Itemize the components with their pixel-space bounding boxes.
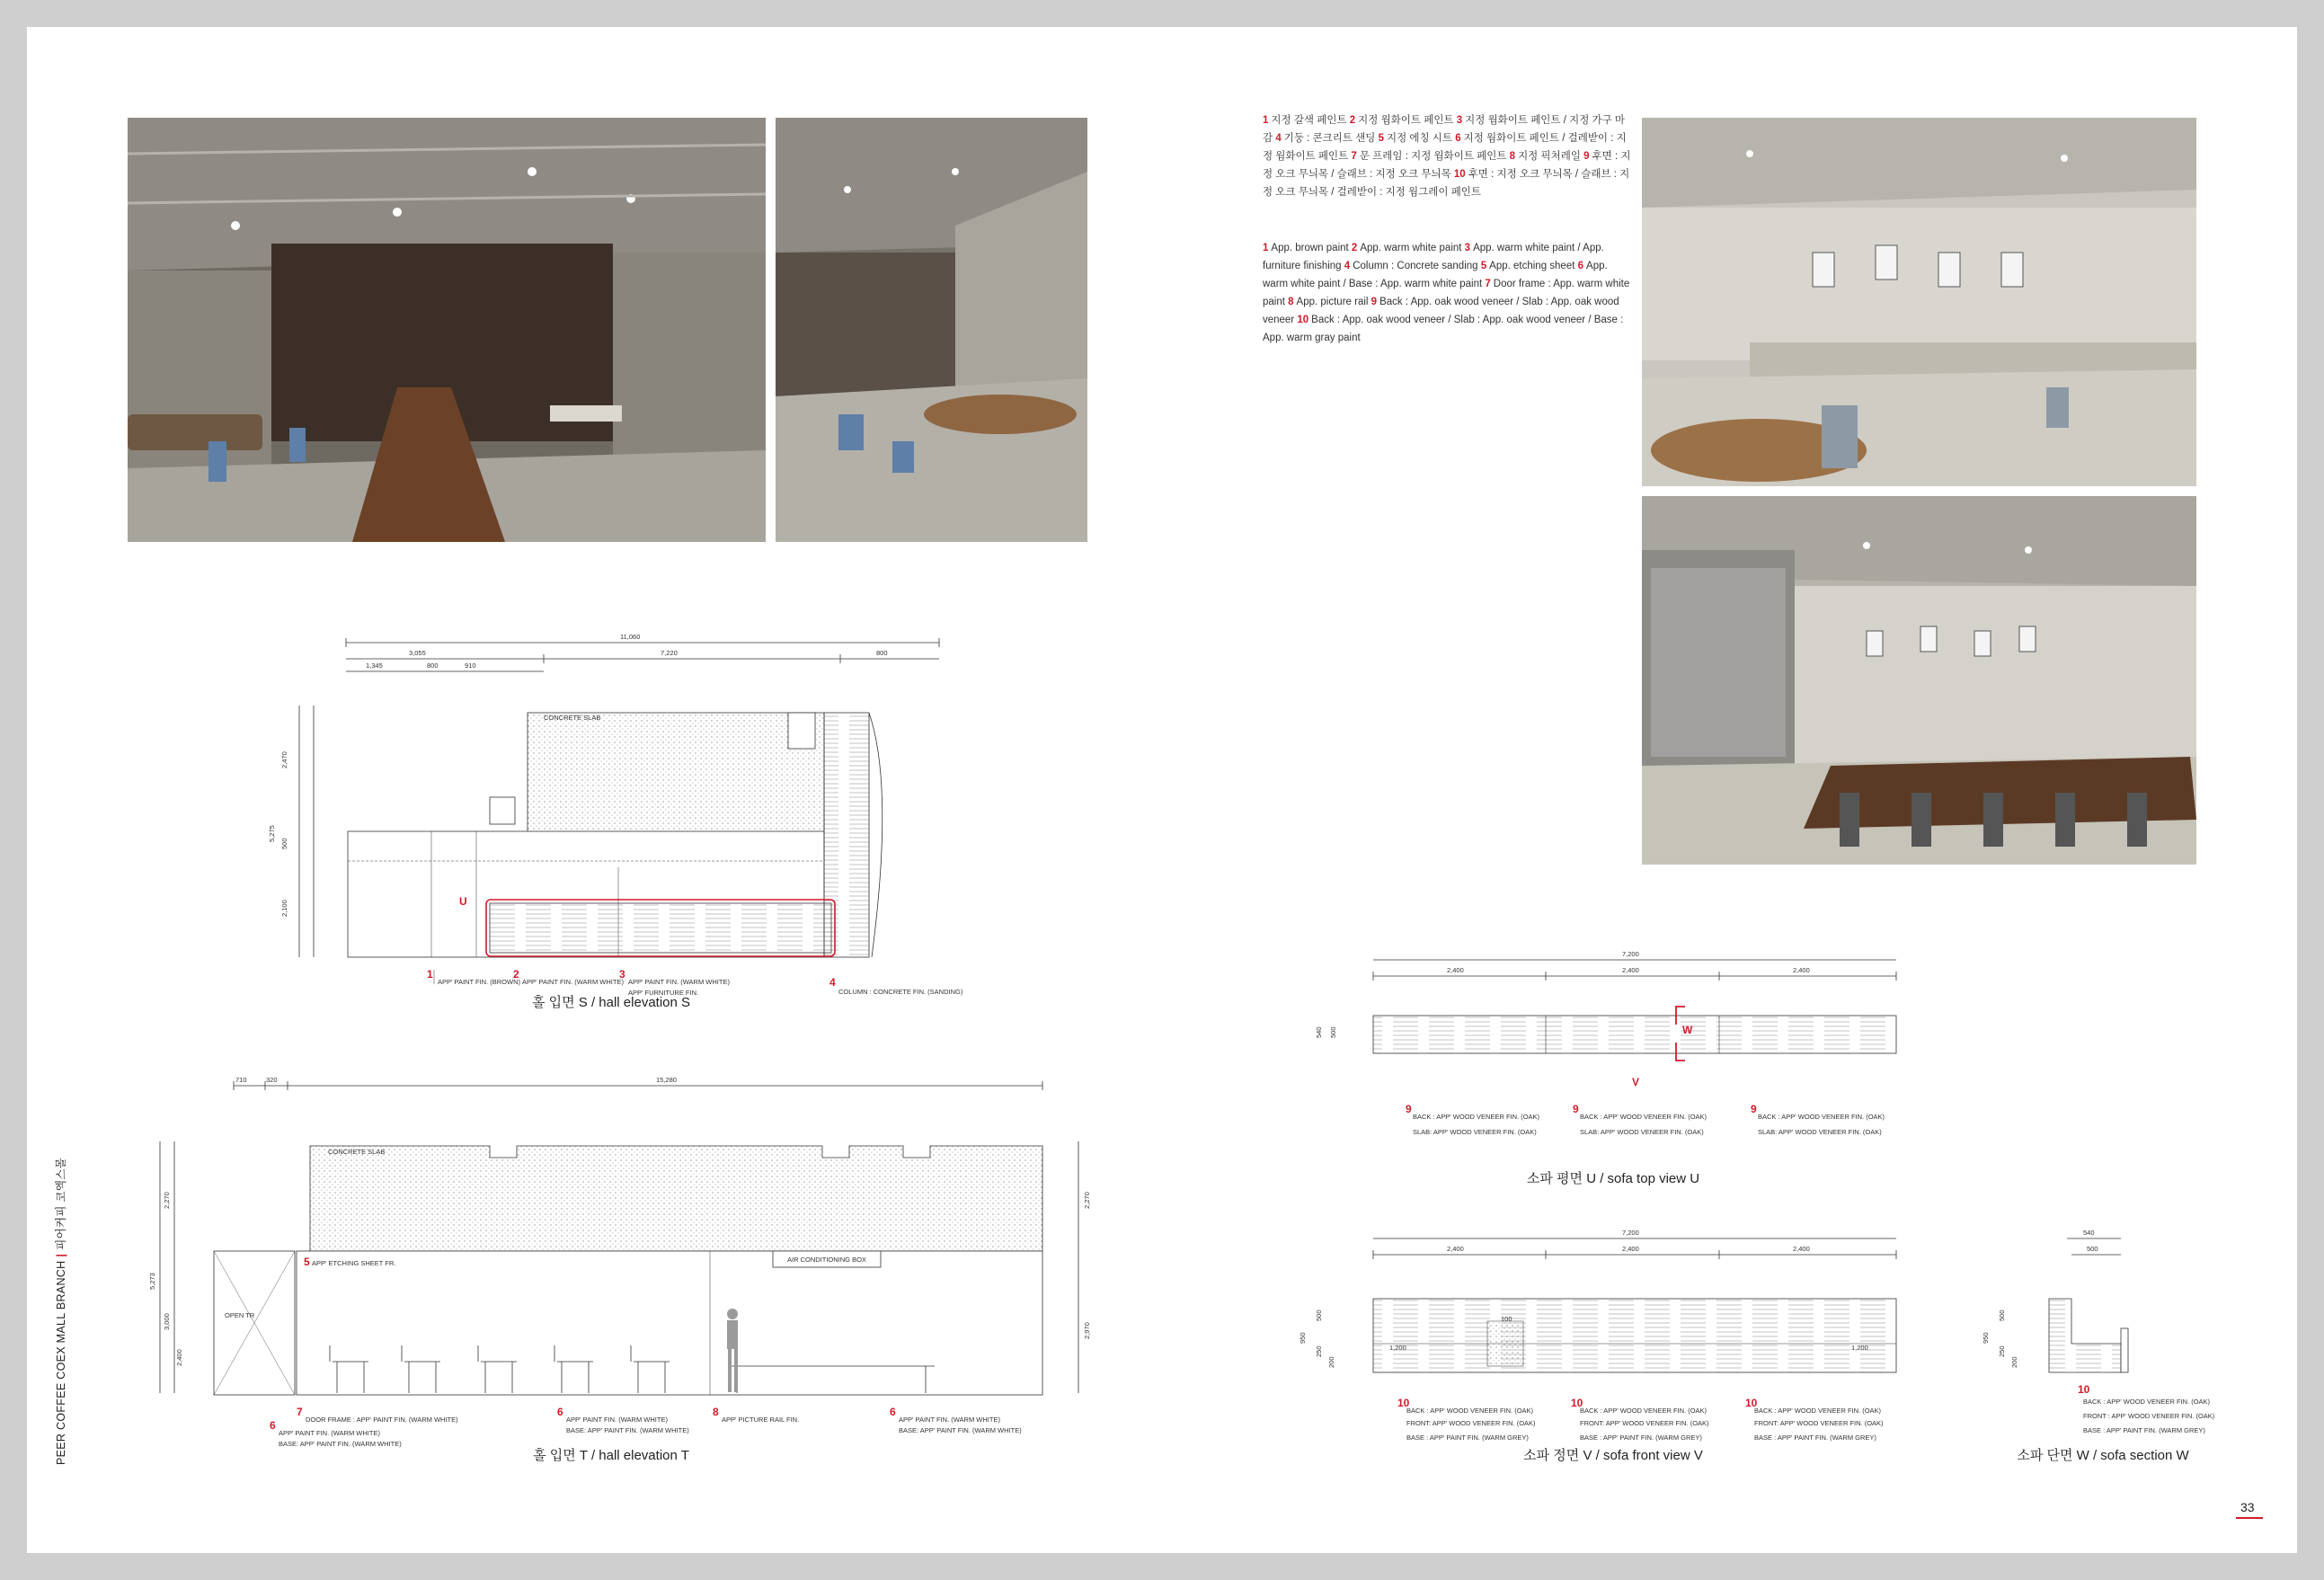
callout-v-front-1: FRONT: APP' WOOD VENEER FIN. (OAK) — [1406, 1419, 1536, 1427]
caption-hall-elevation-s: 홀 입면 S / hall elevation S — [531, 995, 691, 1010]
dim-u-left-b: 500 — [1329, 1026, 1337, 1038]
dim-v-left-b: 500 — [1315, 1309, 1323, 1321]
callout-u-num-1: 9 — [1406, 1103, 1412, 1115]
slab-label-t: CONCRETE SLAB — [328, 1148, 386, 1156]
dim-s-b: 7,220 — [661, 649, 678, 657]
dim-u-a: 2,400 — [1447, 966, 1464, 974]
slab-label-s: CONCRETE SLAB — [544, 714, 601, 722]
note-ko-num: 3 — [1456, 115, 1463, 126]
note-ko-text: 지정 픽처레일 — [1518, 151, 1581, 162]
callout-s-3b: APP' FURNITURE FIN. — [628, 989, 699, 997]
callout-v-num-3: 10 — [1745, 1397, 1758, 1409]
note-en-num: 1 — [1263, 243, 1269, 253]
dim-u-c: 2,400 — [1793, 966, 1810, 974]
side-brand-label — [52, 1158, 68, 1465]
callout-w-front: FRONT : APP' WOOD VENEER FIN. (OAK) — [2083, 1412, 2215, 1420]
note-ko-num: 1 — [1263, 115, 1269, 126]
drawing-hall-elevation-s — [268, 607, 963, 1007]
dim-s-left-a: 2,470 — [280, 751, 288, 768]
note-ko-num: 7 — [1351, 151, 1357, 162]
callout-s-3: APP' PAINT FIN. (WARM WHITE) — [628, 978, 730, 986]
callout-t-6c: APP' PAINT FIN. (WARM WHITE) — [566, 1416, 668, 1424]
marker-u: U — [459, 895, 467, 908]
callout-num-4: 4 — [829, 976, 836, 989]
dim-w-b: 500 — [2087, 1245, 2098, 1253]
caption-hall-elevation-t: 홀 입면 T / hall elevation T — [533, 1448, 689, 1463]
note-ko-num: 10 — [1453, 169, 1466, 180]
note-ko-num: 6 — [1455, 133, 1461, 144]
dim-s-d: 1,345 — [366, 661, 383, 670]
callout-t-num-7: 7 — [297, 1406, 303, 1418]
dim-t-left-d: 2,400 — [175, 1349, 183, 1366]
dim-w-left-a: 950 — [1982, 1332, 1990, 1344]
callout-w-back: BACK : APP' WOOD VENEER FIN. (OAK) — [2083, 1398, 2211, 1406]
caption-sofa-top-view-u: 소파 평면 U / sofa top view U — [1526, 1171, 1700, 1186]
callout-w-base: BASE : APP' PAINT FIN. (WARM GREY) — [2083, 1426, 2205, 1434]
callout-u-back-1: BACK : APP' WOOD VENEER FIN. (OAK) — [1413, 1113, 1540, 1121]
dim-v-b: 2,400 — [1622, 1245, 1639, 1253]
note-en-text: App. warm white paint / App. furniture finishing — [1263, 243, 1604, 271]
dim-w-left-d: 200 — [2010, 1356, 2018, 1368]
dim-v-inner-a: 100 — [1501, 1315, 1512, 1323]
note-ko-num: 9 — [1583, 151, 1590, 162]
dim-t-c: 15,280 — [656, 1076, 677, 1084]
callout-v-num-1: 10 — [1397, 1397, 1410, 1409]
callout-u-num-3: 9 — [1751, 1103, 1757, 1115]
dim-s-f: 910 — [465, 661, 476, 670]
callout-num-2: 2 — [513, 968, 519, 981]
photo-hall-wide — [128, 118, 766, 542]
callout-num-1: 1 — [427, 968, 433, 981]
callout-t-8: APP' PICTURE RAIL FIN. — [722, 1416, 800, 1424]
dim-t-a: 710 — [235, 1076, 247, 1084]
callout-v-base-3: BASE : APP' PAINT FIN. (WARM GREY) — [1754, 1434, 1876, 1442]
dim-t-left-b: 5,273 — [148, 1273, 156, 1290]
dim-u-total: 7,200 — [1622, 950, 1639, 958]
dim-v-left-d: 200 — [1327, 1356, 1335, 1368]
callout-u-slab-3: SLAB: APP' WOOD VENEER FIN. (OAK) — [1758, 1128, 1882, 1136]
dim-u-b: 2,400 — [1622, 966, 1639, 974]
dim-t-b: 320 — [266, 1076, 278, 1084]
callout-u-slab-2: SLAB: APP' WOOD VENEER FIN. (OAK) — [1580, 1128, 1704, 1136]
note-en-text: App. brown paint — [1271, 243, 1349, 253]
note-en-text: App. etching sheet — [1489, 261, 1575, 271]
callout-u-back-3: BACK : APP' WOOD VENEER FIN. (OAK) — [1758, 1113, 1885, 1121]
note-ko-text: 후면 : 지정 오크 무늬목 / 슬래브 : 지정 오크 무늬목 / 걸레받이 : 지정 웜그레이 페인트 — [1263, 169, 1630, 198]
brand-separator: | — [55, 1253, 67, 1257]
material-notes-korean — [1263, 111, 1631, 201]
photo-hall-side — [776, 118, 1087, 542]
dim-s-left-d: 2,100 — [280, 900, 288, 917]
dim-v-c: 2,400 — [1793, 1245, 1810, 1253]
note-en-num: 2 — [1351, 243, 1358, 253]
callout-w-num: 10 — [2078, 1383, 2090, 1396]
dim-v-inner-b: 1,200 — [1389, 1344, 1406, 1352]
callout-t-num-5: 5 — [304, 1256, 310, 1268]
note-en-text: App. warm white paint / Base : App. warm white paint — [1263, 261, 1608, 289]
dim-s-c: 800 — [876, 649, 888, 657]
callout-t-num-8: 8 — [713, 1406, 719, 1418]
note-ko-text: 후면 : 지정 오크 무늬목 / 슬래브 : 지정 오크 무늬목 — [1263, 151, 1631, 180]
callout-s-2: APP' PAINT FIN. (WARM WHITE) — [522, 978, 624, 986]
dim-t-left-c: 3,000 — [163, 1313, 171, 1330]
photo-hall-long-table — [1642, 496, 2196, 865]
note-en-num: 4 — [1344, 261, 1351, 271]
note-ko-num: 2 — [1349, 115, 1356, 126]
callout-v-back-3: BACK : APP' WOOD VENEER FIN. (OAK) — [1754, 1407, 1882, 1415]
dim-s-left-c: 500 — [280, 838, 288, 849]
note-en-num: 8 — [1288, 297, 1294, 307]
note-en-text: App. warm white paint — [1360, 243, 1462, 253]
callout-t-5: APP' ETCHING SHEET FR. — [312, 1259, 396, 1267]
dim-v-left-a: 950 — [1299, 1332, 1307, 1344]
dim-v-a: 2,400 — [1447, 1245, 1464, 1253]
note-en-num: 3 — [1464, 243, 1471, 253]
drawing-sofa-front-view-v — [1285, 1222, 1932, 1456]
callout-t-6: APP' PAINT FIN. (WARM WHITE) — [279, 1429, 380, 1437]
brand-name-korean: 피어커피 코엑스몰 — [55, 1157, 67, 1250]
dim-s-left-b: 5,275 — [268, 825, 276, 842]
dim-t-right-b: 2,970 — [1083, 1322, 1091, 1339]
note-en-text: Door frame : App. warm white paint — [1263, 279, 1630, 307]
dim-w-a: 540 — [2083, 1229, 2095, 1237]
dim-v-left-c: 250 — [1315, 1345, 1323, 1357]
note-en-num: 9 — [1370, 297, 1378, 307]
callout-num-3: 3 — [619, 968, 625, 981]
material-notes-english — [1263, 239, 1631, 347]
dim-v-inner-c: 1,200 — [1851, 1344, 1868, 1352]
dim-t-left-a: 2,270 — [163, 1192, 171, 1209]
page-number: 33 — [2240, 1500, 2255, 1514]
note-en-num: 10 — [1297, 315, 1309, 325]
callout-t-6f: BASE: APP' PAINT FIN. (WARM WHITE) — [899, 1426, 1022, 1434]
marker-v: V — [1632, 1076, 1640, 1088]
callout-t-num-6c: 6 — [557, 1406, 563, 1418]
callout-t-6e: APP' PAINT FIN. (WARM WHITE) — [899, 1416, 1000, 1424]
note-ko-text: 지정 웜화이트 페인트 / 걸레받이 : 지정 웜화이트 페인트 — [1263, 133, 1627, 162]
dim-s-total: 11,060 — [620, 633, 641, 641]
note-ko-text: 지정 에칭 시트 — [1386, 133, 1453, 144]
note-ko-text: 기둥 : 콘크리트 샌딩 — [1283, 133, 1376, 144]
brand-name: PEER COFFEE COEX MALL BRANCH — [55, 1260, 67, 1465]
callout-u-slab-1: SLAB: APP' WOOD VENEER FIN. (OAK) — [1413, 1128, 1537, 1136]
note-ko-num: 8 — [1509, 151, 1516, 162]
drawing-hall-elevation-t — [135, 1052, 1105, 1460]
dim-w-left-b: 500 — [1998, 1309, 2006, 1321]
page-number-underline — [2236, 1517, 2263, 1519]
callout-t-num-6e: 6 — [890, 1406, 896, 1418]
callout-t-6b: BASE: APP' PAINT FIN. (WARM WHITE) — [279, 1440, 402, 1448]
callout-u-num-2: 9 — [1573, 1103, 1579, 1115]
note-en-text: App. picture rail — [1296, 297, 1369, 307]
photo-sofa-wall — [1642, 118, 2196, 486]
dim-u-left-a: 540 — [1315, 1026, 1323, 1038]
note-en-text: Back : App. oak wood veneer / Slab : App. oak wood veneer / Base : App. warm gray paint — [1263, 315, 1624, 343]
note-ko-text: 지정 웜화이트 페인트 — [1358, 115, 1454, 126]
open-label: OPEN TR — [225, 1311, 255, 1319]
callout-s-1: APP' PAINT FIN. (BROWN) — [438, 978, 520, 986]
note-ko-text: 지정 갈색 페인트 — [1271, 115, 1347, 126]
aircon-box-label: AIR CONDITIONING BOX — [787, 1256, 866, 1264]
drawing-sofa-section-w — [1968, 1222, 2238, 1456]
magazine-spread — [27, 27, 2297, 1553]
callout-v-back-2: BACK : APP' WOOD VENEER FIN. (OAK) — [1580, 1407, 1708, 1415]
note-ko-text: 지정 웜화이트 페인트 / 지정 가구 마감 — [1263, 115, 1626, 144]
callout-s-4: COLUMN : CONCRETE FIN. (SANDING) — [838, 988, 963, 996]
callout-v-base-2: BASE : APP' PAINT FIN. (WARM GREY) — [1580, 1434, 1702, 1442]
note-en-num: 6 — [1577, 261, 1584, 271]
callout-v-num-2: 10 — [1571, 1397, 1583, 1409]
drawing-sofa-top-view-u — [1285, 944, 1932, 1150]
dim-t-right-a: 2,270 — [1083, 1192, 1091, 1209]
note-ko-num: 5 — [1378, 133, 1384, 144]
callout-v-front-2: FRONT: APP' WOOD VENEER FIN. (OAK) — [1580, 1419, 1709, 1427]
note-ko-text: 문 프레임 : 지정 웜화이트 페인트 — [1359, 151, 1507, 162]
callout-t-7: DOOR FRAME : APP' PAINT FIN. (WARM WHITE) — [306, 1416, 458, 1424]
caption-sofa-front-view-v: 소파 정면 V / sofa front view V — [1523, 1448, 1703, 1463]
dim-s-a: 3,055 — [409, 649, 426, 657]
note-en-num: 5 — [1480, 261, 1487, 271]
caption-sofa-section-w: 소파 단면 W / sofa section W — [2017, 1448, 2189, 1463]
marker-w: W — [1682, 1024, 1693, 1036]
note-en-text: Column : Concrete sanding — [1353, 261, 1478, 271]
callout-v-base-1: BASE : APP' PAINT FIN. (WARM GREY) — [1406, 1434, 1529, 1442]
note-ko-num: 4 — [1275, 133, 1282, 144]
callout-u-back-2: BACK : APP' WOOD VENEER FIN. (OAK) — [1580, 1113, 1708, 1121]
dim-w-left-c: 250 — [1998, 1345, 2006, 1357]
callout-t-num-6: 6 — [270, 1419, 276, 1432]
callout-t-6d: BASE: APP' PAINT FIN. (WARM WHITE) — [566, 1426, 689, 1434]
callout-v-back-1: BACK : APP' WOOD VENEER FIN. (OAK) — [1406, 1407, 1534, 1415]
note-en-num: 7 — [1485, 279, 1491, 289]
dim-s-e: 800 — [427, 661, 439, 670]
note-en-text: Back : App. oak wood veneer / Slab : App. oak wood veneer — [1263, 297, 1619, 325]
callout-v-front-3: FRONT: APP' WOOD VENEER FIN. (OAK) — [1754, 1419, 1884, 1427]
dim-v-total: 7,200 — [1622, 1229, 1639, 1237]
